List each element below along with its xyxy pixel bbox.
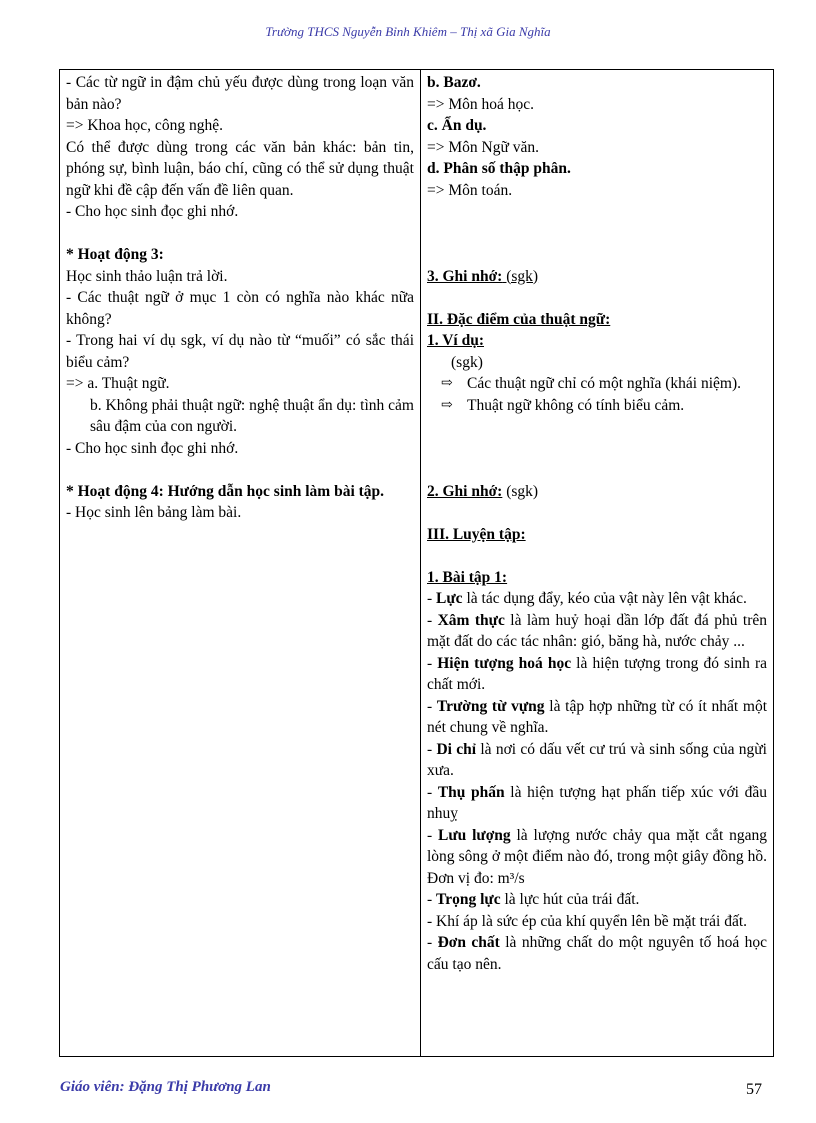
example-sgk: (sgk) (451, 353, 483, 371)
definition: là làm huỷ hoại dần lớp đất đá phủ trên mặt đất do các tác nhân: gió, băng hà, nước chảy ... (427, 611, 767, 650)
item-d-label: d. Phân số thập phân. (427, 160, 571, 177)
item-d-answer: => Môn toán. (427, 181, 513, 199)
definition: là lực hút của trái đất. (500, 891, 640, 908)
exercise-item: - Trọng lực là lực hút của trái đất. (427, 891, 640, 908)
left-line: - Các thuật ngữ ở mục 1 còn có nghĩa nào khác nữa không? (66, 289, 414, 328)
page-header: Trường THCS Nguyễn Bỉnh Khiêm – Thị xã Gia Nghĩa (265, 24, 551, 39)
left-line: - Trong hai ví dụ sgk, ví dụ nào từ “muối” có sắc thái biểu cảm? (66, 332, 414, 371)
note-2-value: (sgk) (502, 482, 539, 500)
example-heading: 1. Ví dụ: (427, 332, 484, 349)
exercise-item: - Xâm thực là làm huỷ hoại dần lớp đất đá phủ trên mặt đất do các tác nhân: gió, băng hà, nước chảy ... (427, 611, 767, 650)
note-3-value: (sgk) (502, 267, 539, 285)
note-3-label: 3. Ghi nhớ: (427, 267, 503, 285)
exercise-item: - Khí áp là sức ép của khí quyển lên bề mặt trái đất. (427, 912, 748, 930)
term: Xâm thực (437, 611, 505, 629)
exercise-1-heading: 1. Bài tập 1: (427, 568, 508, 586)
activity-4-heading: * Hoạt động 4: Hướng dẫn học sinh làm bài tập. (66, 482, 385, 500)
left-line: => Khoa học, công nghệ. (66, 117, 223, 134)
definition: Khí áp là sức ép của khí quyển lên bề mặt trái đất. (436, 912, 748, 930)
right-arrow-icon: ⇨ (441, 397, 453, 413)
definition: là hiện tượng hạt phấn tiếp xúc với đầu nhuỵ (427, 783, 767, 822)
definition: là hiện tượng trong đó sinh ra chất mới. (427, 654, 767, 693)
note-3 (427, 266, 767, 288)
section-3-heading: III. Luyện tập: (427, 525, 526, 543)
left-line: Học sinh thảo luận trả lời. (66, 267, 228, 285)
page-number: 57 (746, 1081, 762, 1098)
definition: là tập hợp những từ có ít nhất một nét chung về nghĩa. (427, 697, 767, 736)
term: Di chỉ (436, 740, 477, 758)
item-c-answer: => Môn Ngữ văn. (427, 138, 539, 156)
left-line: Có thể được dùng trong các văn bản khác: bản tin, phóng sự, bình luận, báo chí, cũng có thể sử dụng thuật ngữ khi đề cập đến vấn đề liên quan. (66, 138, 414, 199)
exercise-items (427, 588, 767, 975)
left-line: b. Không phải thuật ngữ: nghệ thuật ẩn dụ: tình cảm sâu đậm của con người. (90, 396, 414, 435)
definition: là lượng nước chảy qua mặt cắt ngang lòng sông ở một điểm nào đó, trong một giây đồng hồ. Đơn vị đo: m³/s (427, 826, 767, 887)
note-2 (427, 481, 767, 503)
left-line: => a. Thuật ngữ. (66, 375, 170, 392)
teacher-activity-column (60, 70, 421, 1056)
definition: là nơi có dấu vết cư trú và sinh sống của ngừi xưa. (427, 740, 767, 779)
left-line: - Cho học sinh đọc ghi nhớ. (66, 439, 239, 457)
content-column (421, 70, 773, 1056)
arrow-item (427, 373, 767, 395)
item-b-answer: => Môn hoá học. (427, 95, 535, 113)
teacher-name: Giáo viên: Đặng Thị Phương Lan (60, 1079, 271, 1095)
exercise-item: - Di chỉ là nơi có dấu vết cư trú và sinh sống của ngừi xưa. (427, 740, 767, 779)
activity-3-heading: * Hoạt động 3: (66, 246, 164, 263)
lesson-table (59, 69, 774, 1057)
right-arrow-icon: ⇨ (441, 376, 453, 391)
section-2-heading: II. Đặc điểm của thuật ngữ: (427, 310, 611, 328)
item-c-label: c. Ẩn dụ. (427, 117, 487, 134)
exercise-item: - Lưu lượng là lượng nước chảy qua mặt cắt ngang lòng sông ở một điểm nào đó, trong một giây đồng hồ. Đơn vị đo: m³/s (427, 826, 767, 887)
term: Trọng lực (436, 891, 501, 908)
definition: là tác dụng đẩy, kéo của vật này lên vật khác. (462, 590, 747, 607)
term: Thụ phấn (437, 783, 505, 801)
exercise-item: - Thụ phấn là hiện tượng hạt phấn tiếp xúc với đầu nhuỵ (427, 783, 767, 822)
arrow-item (427, 395, 767, 417)
left-line: - Các từ ngữ in đậm chủ yếu được dùng trong loạn văn bản nào? (66, 74, 414, 113)
exercise-item: - Lực là tác dụng đẩy, kéo của vật này lên vật khác. (427, 590, 747, 607)
term: Lưu lượng (438, 826, 511, 844)
left-line: - Cho học sinh đọc ghi nhớ. (66, 203, 239, 220)
term: Trường từ vựng (436, 697, 545, 715)
note-2-label: 2. Ghi nhớ: (427, 482, 503, 500)
term: Hiện tượng hoá học (437, 654, 572, 672)
arrow-text: Các thuật ngữ chỉ có một nghĩa (khái niệm). (467, 375, 741, 392)
definition: là những chất do một nguyên tố hoá học cấu tạo nên. (427, 934, 767, 973)
term: Đơn chất (437, 934, 500, 951)
left-line: - Học sinh lên bảng làm bài. (66, 504, 242, 521)
arrow-text: Thuật ngữ không có tính biểu cảm. (467, 396, 685, 414)
exercise-item: - Đơn chất là những chất do một nguyên tố hoá học cấu tạo nên. (427, 934, 767, 973)
exercise-item: - Hiện tượng hoá học là hiện tượng trong đó sinh ra chất mới. (427, 654, 767, 693)
term: Lực (436, 590, 463, 607)
exercise-item: - Trường từ vựng là tập hợp những từ có ít nhất một nét chung về nghĩa. (427, 697, 767, 736)
item-b-label: b. Bazơ. (427, 74, 481, 91)
